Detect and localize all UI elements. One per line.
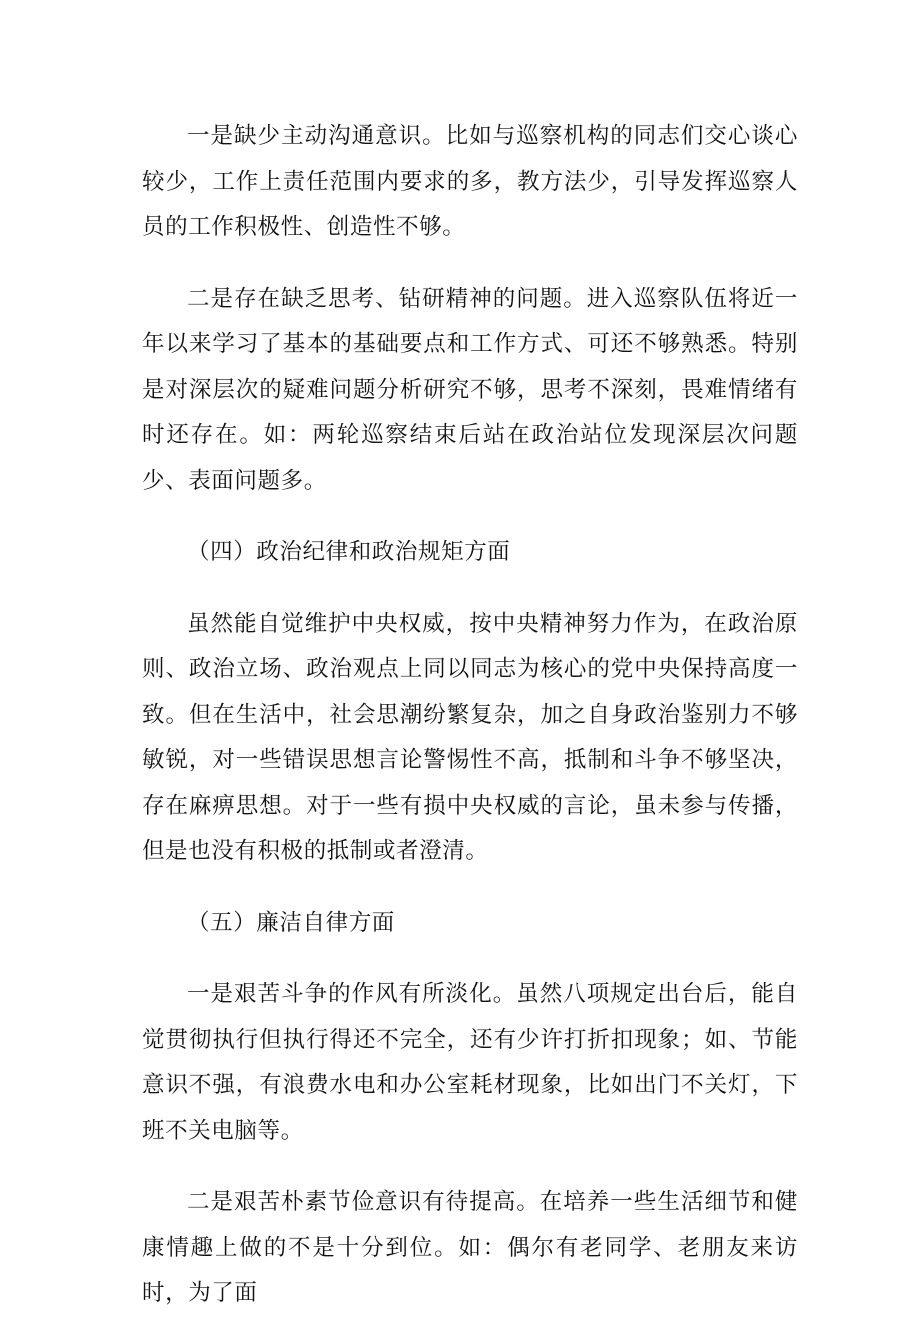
section-heading-political-discipline: （四）政治纪律和政治规矩方面 (187, 539, 511, 565)
paragraph-hard-work-style: 一是艰苦斗争的作风有所淡化。虽然八项规定出台后，能自觉贯彻执行但执行得还不完全，还有少许打折扣现象；如、节能意识不强，有浪费水电和办公室耗材现象，比如出门不关灯，下班不关电脑等。 (142, 981, 798, 1144)
section-heading-integrity: （五）廉洁自律方面 (187, 909, 395, 936)
paragraph-lack-thinking: 二是存在缺乏思考、钻研精神的问题。进入巡察队伍将近一年以来学习了基本的基础要点和工作方式、可还不够熟悉。特别是对深层次的疑难问题分析研究不够，思考不深刻，畏难情绪有时还存在。如：两轮巡察结束后站在政治站位发现深层次问题少、表面问题多。 (142, 285, 798, 494)
document-body (142, 114, 798, 1343)
paragraph-political-discipline: 虽然能自觉维护中央权威，按中央精神努力作为，在政治原则、政治立场、政治观点上同以同志为核心的党中央保持高度一致。但在生活中，社会思潮纷繁复杂，加之自身政治鉴别力不够敏锐，对一些错误思想言论警惕性不高，抵制和斗争不够坚决，存在麻痹思想。对于一些有损中央权威的言论，虽未参与传播，但是也没有积极的抵制或者澄清。 (142, 610, 798, 864)
paragraph-lack-communication: 一是缺少主动沟通意识。比如与巡察机构的同志们交心谈心较少，工作上责任范围内要求的多，教方法少，引导发挥巡察人员的工作积极性、创造性不够。 (142, 123, 798, 240)
paragraph-frugality: 二是艰苦朴素节俭意识有待提高。在培养一些生活细节和健康情趣上做的不是十分到位。如：偶尔有老同学、老朋友来访时，为了面 (142, 1189, 798, 1306)
